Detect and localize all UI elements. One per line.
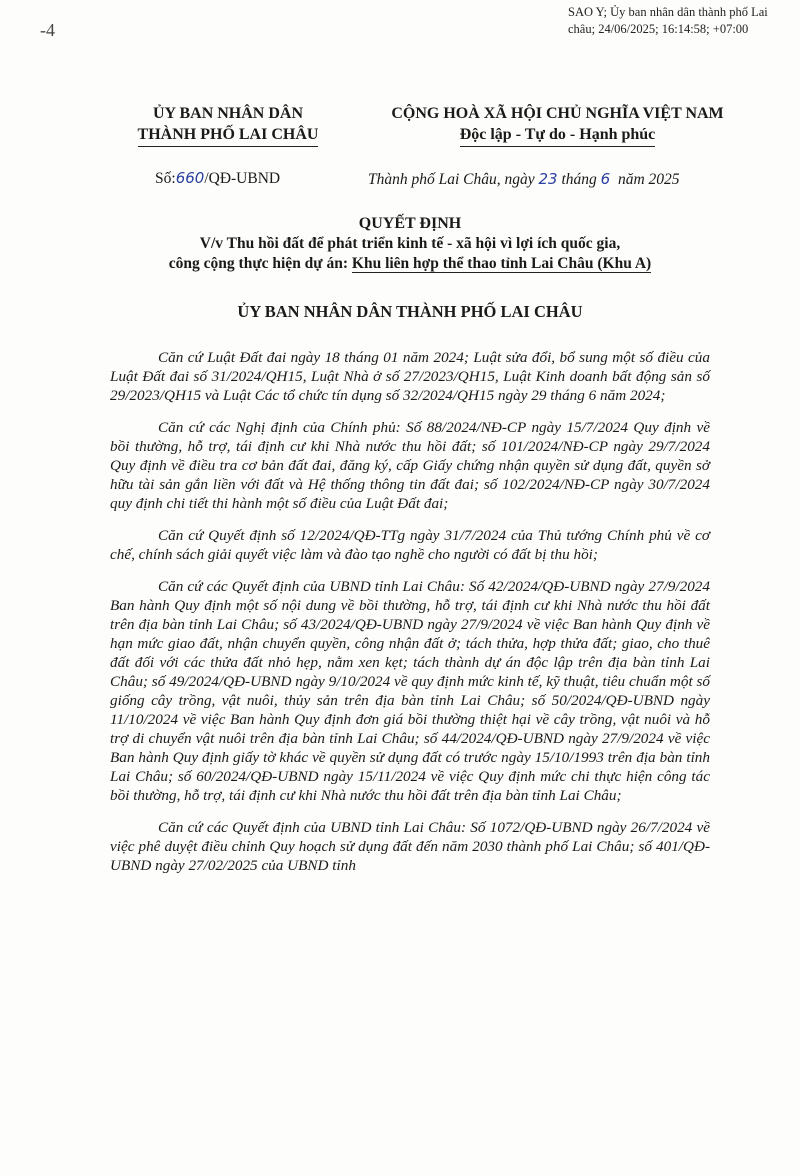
country-name: CỘNG HOÀ XÃ HỘI CHỦ NGHĨA VIỆT NAM [391, 105, 724, 122]
paragraph: Căn cứ các Nghị định của Chính phủ: Số 88/2024/NĐ-CP ngày 15/7/2024 Quy định về bồi thường, hỗ trợ, tái định cư khi Nhà nước thu hồi đất; số 101/2024/NĐ-CP ngày 29/7/2024 Quy định về điều tra cơ bản đất đai, đăng ký, cấp Giấy chứng nhận quyền sử dụng đất, quyền sở hữu tài sản gắn liền với đất và Hệ thống thông tin đất đai; số 102/2024/NĐ-CP ngày 30/7/2024 quy định chi tiết thi hành một số điều của Luật Đất đai; [110, 419, 710, 512]
legal-basis-body [110, 348, 710, 888]
document-number [155, 169, 280, 188]
authority-heading: ỦY BAN NHÂN DÂN THÀNH PHỐ LAI CHÂU [237, 302, 583, 321]
date-month-handwritten: 6 [600, 170, 611, 188]
corner-mark: -4 [40, 20, 55, 40]
national-motto-header [355, 103, 760, 147]
paragraph: Căn cứ Luật Đất đai ngày 18 tháng 01 năm 2024; Luật sửa đổi, bổ sung một số điều của Luật Đất đai số 31/2024/QH15, Luật Nhà ở số 27/2023/QH15, Luật Kinh doanh bất động sản số 29/2023/QH15 và Luật Các tổ chức tín dụng số 32/2024/QH15 ngày 29 tháng 6 năm 2024; [110, 349, 710, 404]
decision-title [100, 214, 720, 274]
date-year: năm 2025 [617, 171, 680, 188]
paragraph: Căn cứ các Quyết định của UBND tỉnh Lai Châu: Số 42/2024/QĐ-UBND ngày 27/9/2024 Ban hành Quy định một số nội dung về bồi thường, hỗ trợ, tái định cư khi Nhà nước thu hồi đất trên địa bàn tỉnh Lai Châu; số 43/2024/QĐ-UBND ngày 27/9/2024 về việc Ban hành Quy định về hạn mức giao đất, nhận chuyển quyền, công nhận đất ở; tách thửa, hợp thửa đất; giao, cho thuê đất đối với các thửa đất nhỏ hẹp, nằm xen kẹt; tách thành dự án độc lập trên địa bàn tỉnh Lai Châu; số 49/2024/QĐ-UBND ngày 9/10/2024 về quy định mức kinh tế, kỹ thuật, tiêu chuẩn một số giống cây trồng, vật nuôi, thủy sản trên địa bàn tỉnh Lai Châu; số 50/2024/QĐ-UBND ngày 11/10/2024 về việc Ban hành Quy định đơn giá bồi thường thiệt hại về cây trồng, vật nuôi và hỗ trợ di chuyển vật nuôi trên địa bàn tỉnh Lai Châu; số 44/2024/QĐ-UBND ngày 27/9/2024 về việc Ban hành Quy định giấy tờ khác về quyền sử dụng đất có trước ngày 15/10/1993 trên địa bàn tỉnh Lai Châu; số 60/2024/QĐ-UBND ngày 15/11/2024 về việc Quy định mức chi thực hiện công tác bồi thường, hỗ trợ, tái định cư khi Nhà nước thu hồi đất trên địa bàn tỉnh Lai Châu; [110, 578, 710, 804]
date-day-handwritten: 23 [538, 170, 558, 188]
document-number-suffix: /QĐ-UBND [204, 170, 281, 187]
motto: Độc lập - Tự do - Hạnh phúc [460, 124, 656, 147]
decision-subject-line-2 [100, 254, 720, 274]
paragraph: Căn cứ các Quyết định của UBND tỉnh Lai Châu: Số 1072/QĐ-UBND ngày 26/7/2024 về việc phê duyệt điều chỉnh Quy hoạch sử dụng đất đến năm 2030 thành phố Lai Châu; số 401/QĐ-UBND ngày 27/02/2025 của UBND tỉnh [110, 819, 710, 874]
document-date [368, 170, 680, 189]
document-number-handwritten: 660 [175, 169, 205, 187]
paragraph: Căn cứ Quyết định số 12/2024/QĐ-TTg ngày 31/7/2024 của Thủ tướng Chính phủ về cơ chế, chính sách giải quyết việc làm và đào tạo nghề cho người có đất bị thu hồi; [110, 527, 710, 563]
decision-subject-line-1: V/v Thu hồi đất để phát triển kinh tế - xã hội vì lợi ích quốc gia, [199, 235, 621, 252]
date-prefix: Thành phố Lai Châu, ngày [368, 171, 535, 188]
decision-heading: QUYẾT ĐỊNH [358, 215, 462, 232]
agency-line-1: ỦY BAN NHÂN DÂN [152, 105, 304, 122]
issuing-agency-header [118, 103, 338, 147]
subject-prefix: công cộng thực hiện dự án: [168, 255, 352, 272]
document-number-prefix: Số: [155, 170, 176, 187]
agency-line-2: THÀNH PHỐ LAI CHÂU [138, 124, 319, 147]
project-name: Khu liên hợp thể thao tỉnh Lai Châu (Khu A) [351, 255, 652, 272]
copy-certification-note: SAO Y; Ủy ban nhân dân thành phố Lai châu; 24/06/2025; 16:14:58; +07:00 [568, 5, 768, 36]
date-month-label: tháng [561, 171, 597, 188]
